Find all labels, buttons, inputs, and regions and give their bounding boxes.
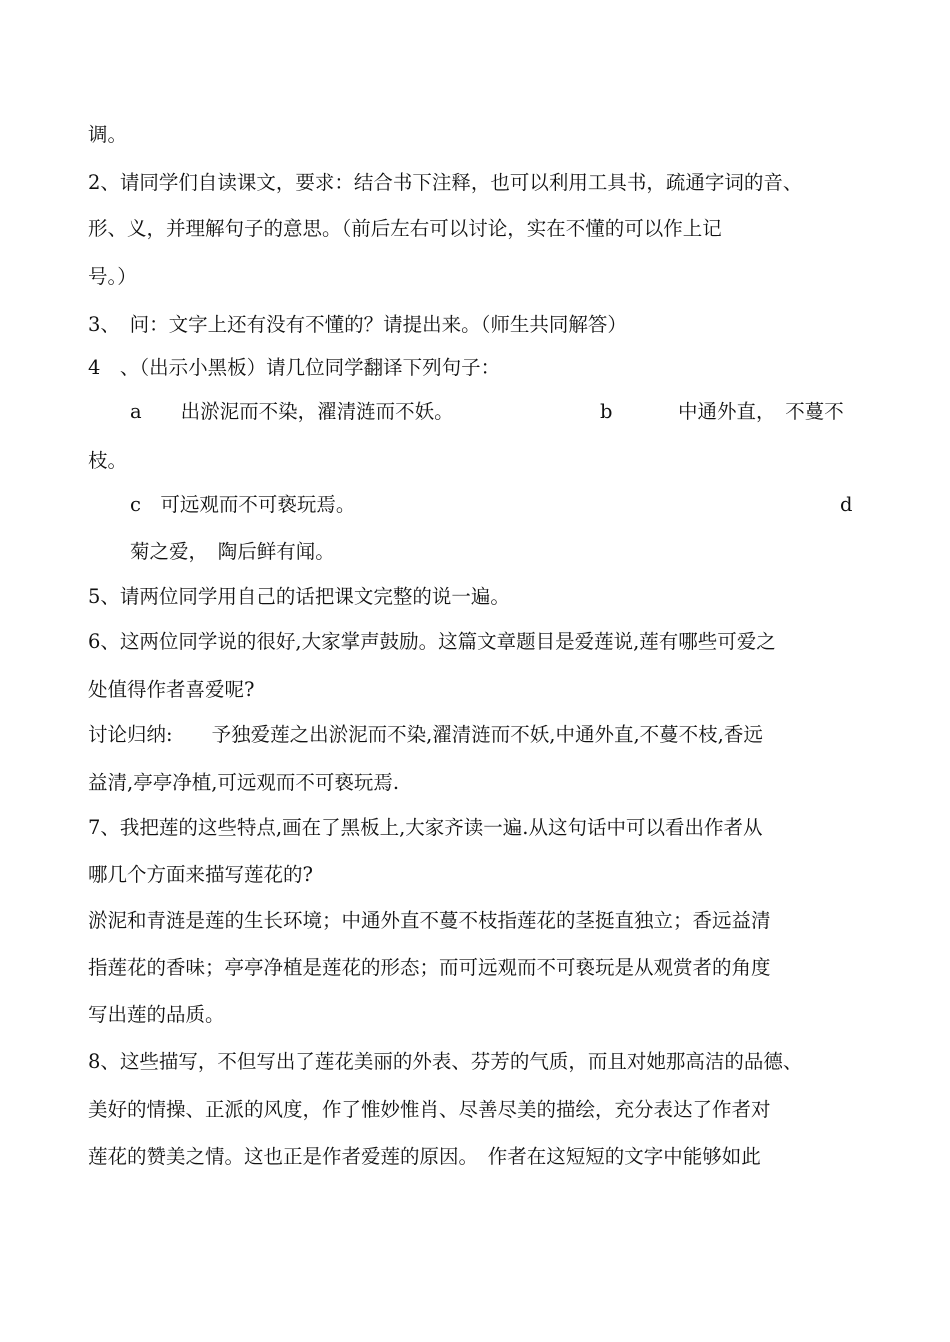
text-line: 指莲花的香味；亭亭净植是莲花的形态；而可远观而不可亵玩是从观赏者的角度 (88, 956, 771, 979)
text-line: 哪几个方面来描写莲花的? (88, 863, 313, 886)
text-line: 号。） (88, 265, 137, 288)
sentence-d: 菊之爱， 陶后鲜有闻。 (130, 540, 335, 563)
text-line: 处值得作者喜爱呢? (88, 678, 255, 701)
text-line: 写出莲的品质。 (88, 1003, 225, 1026)
item-8-line: 8、这些描写，不但写出了莲花美丽的外表、芬芳的气质，而且对她那高洁的品德、 (88, 1050, 803, 1073)
sentence-c: c 可远观而不可亵玩焉。 (130, 493, 356, 516)
text-line: 调。 (88, 123, 128, 146)
text-line: 莲花的赞美之情。这也正是作者爱莲的原因。 作者在这短短的文字中能够如此 (88, 1145, 761, 1168)
item-5-line: 5、请两位同学用自己的话把课文完整的说一遍。 (88, 585, 510, 608)
sentence-a: a 出淤泥而不染，濯清涟而不妖。 (130, 400, 454, 423)
sentence-d-label: d (840, 493, 853, 516)
item-4-line: 4 、（出示小黑板）请几位同学翻译下列句子： (88, 356, 501, 379)
text-line: 淤泥和青涟是莲的生长环境；中通外直不蔓不枝指莲花的茎挺直独立；香远益清 (88, 909, 771, 932)
item-2-line: 2、请同学们自读课文，要求：结合书下注释，也可以利用工具书，疏通字词的音、 (88, 171, 803, 194)
text-line: 益清,亭亭净植,可远观而不可亵玩焉. (88, 771, 400, 794)
item-3-line: 3、 问：文字上还有没有不懂的？请提出来。（师生共同解答） (88, 313, 627, 336)
item-7-line: 7、我把莲的这些特点,画在了黑板上,大家齐读一遍.从这句话中可以看出作者从 (88, 816, 763, 839)
text-line: 形、义，并理解句子的意思。（前后左右可以讨论，实在不懂的可以作上记 (88, 217, 722, 240)
sentence-b-label: b (600, 400, 613, 423)
sentence-b: 中通外直， 不蔓不 (678, 400, 844, 423)
text-line: 枝。 (88, 449, 128, 472)
discussion-line: 讨论归纳: 予独爱莲之出淤泥而不染,濯清涟而不妖,中通外直,不蔓不枝,香远 (88, 723, 763, 746)
item-6-line: 6、这两位同学说的很好,大家掌声鼓励。这篇文章题目是爱莲说,莲有哪些可爱之 (88, 630, 776, 653)
text-line: 美好的情操、正派的风度，作了惟妙惟肖、尽善尽美的描绘，充分表达了作者对 (88, 1098, 771, 1121)
